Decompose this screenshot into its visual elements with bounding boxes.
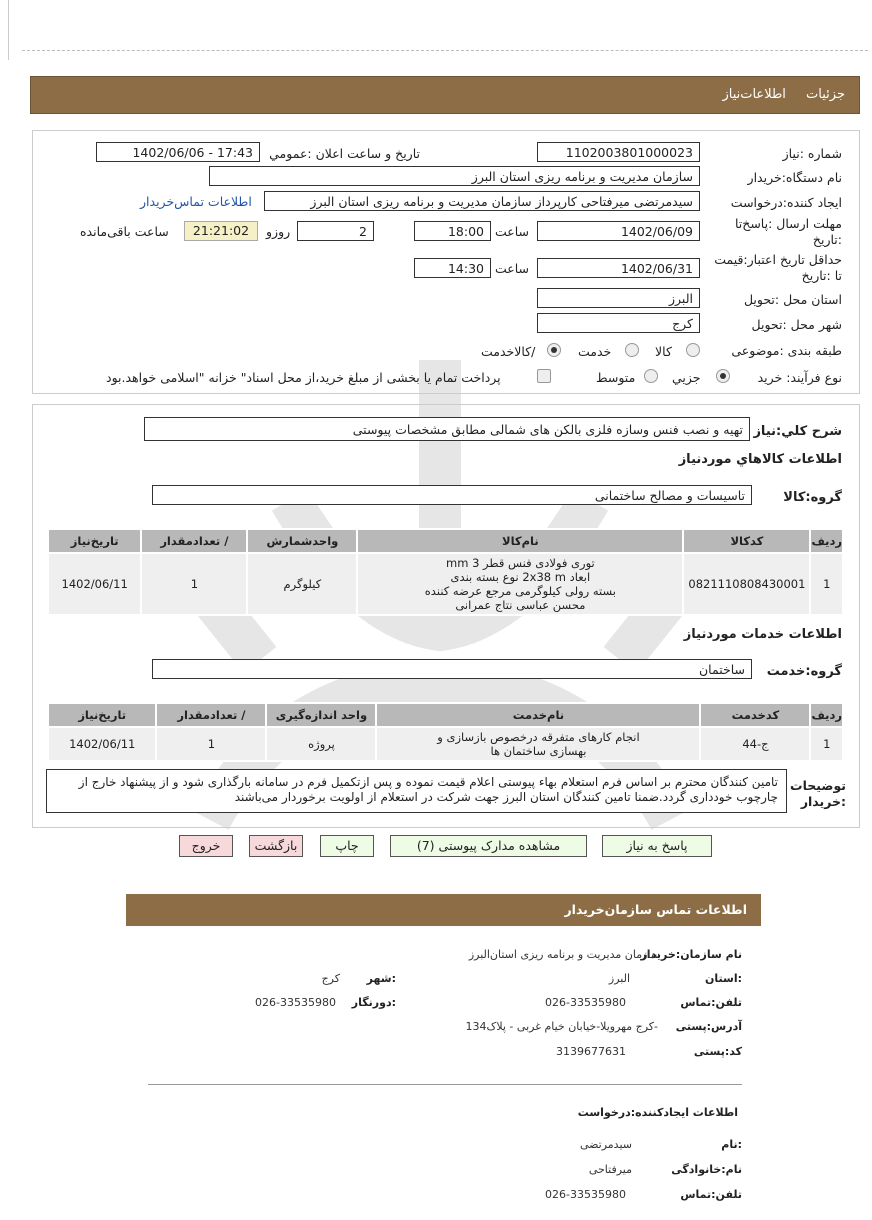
general-desc-label: شرح کلي:نیاز [753, 424, 842, 439]
page-header [30, 76, 860, 114]
top-divider [22, 50, 868, 51]
service-col-code: کدخدمت [700, 703, 810, 727]
goods-cell-qty: 1 [141, 553, 247, 615]
reply-button[interactable]: پاسخ به نیاز [602, 835, 712, 857]
days-label: روزو [266, 224, 291, 239]
name-value: سیدمرتضی [579, 1138, 632, 1151]
city-label: شهر محل :تحویل [751, 317, 842, 332]
name-label: :نام [721, 1138, 742, 1151]
attachments-button[interactable]: مشاهده مدارک پیوستی (7) [390, 835, 587, 857]
service-col-qty: / تعدادمقدار [156, 703, 266, 727]
services-info-title: اطلاعات خدمات موردنیاز [683, 627, 842, 642]
service-cell-unit: پروژه [266, 727, 376, 761]
category-radio-goods-service[interactable] [547, 343, 561, 357]
city-contact-value: کرج [321, 972, 340, 985]
province-contact-label: :استان [705, 972, 742, 985]
phone-label: تلفن:تماس [680, 996, 742, 1009]
category-option-goods: کالا [655, 344, 672, 359]
goods-group-field: تاسیسات و مصالح ساختمانی [152, 485, 752, 505]
service-col-row: ردیف [810, 703, 843, 727]
need-number-label: شماره :نیاز [782, 146, 842, 161]
process-label: نوع فرآیند: خرید [757, 370, 842, 385]
goods-table [47, 528, 844, 616]
city-field: کرج [537, 313, 700, 333]
process-radio-medium[interactable] [644, 369, 658, 383]
creator-phone-label: تلفن:تماس [680, 1188, 742, 1201]
address-value: -کرج مهرویلا-خیابان خیام غربی - پلاک134 [465, 1020, 658, 1033]
category-radio-service[interactable] [625, 343, 639, 357]
tab-details[interactable]: جزئیات [806, 87, 845, 102]
creator-phone-value: 026-33535980 [545, 1188, 626, 1201]
service-name-line: انجام کارهای متفرقه درخصوص بازسازی و [437, 730, 640, 744]
goods-cell-code: 0821110808430001 [683, 553, 810, 615]
buyer-org-field: سازمان مدیریت و برنامه ریزی استان البرز [209, 166, 700, 186]
goods-col-date: تاریخ‌نیاز [48, 529, 141, 553]
creator-label: ایجاد کننده:درخواست [730, 195, 842, 210]
service-col-unit: واحد اندازه‌گیری [266, 703, 376, 727]
contact-header: اطلاعات تماس سازمان‌خریدار [126, 894, 761, 926]
left-border [8, 0, 9, 60]
goods-name-line: بسته رولی کیلوگرمی مرجع عرضه کننده [424, 584, 616, 598]
goods-cell-date: 1402/06/11 [48, 553, 141, 615]
fax-label: :دورنگار [351, 996, 396, 1009]
general-desc-field: تهیه و نصب فنس وسازه فلزی بالکن های شمالی مطابق مشخصات پیوستی [144, 417, 750, 441]
treasury-note: پرداخت تمام یا بخشی از مبلغ خرید،از محل اسناد" خزانه "اسلامی خواهد.بود [106, 370, 501, 385]
goods-col-unit: واحدشمارش [247, 529, 357, 553]
category-radio-goods[interactable] [686, 343, 700, 357]
validity-date-field: 1402/06/31 [537, 258, 700, 278]
goods-cell-row: 1 [810, 553, 843, 615]
contact-divider [148, 1084, 742, 1085]
category-option-service: خدمت [578, 344, 612, 359]
service-cell-qty: 1 [156, 727, 266, 761]
service-cell-date: 1402/06/11 [48, 727, 156, 761]
need-number-field: 1102003801000023 [537, 142, 700, 162]
service-cell-name [376, 727, 700, 761]
goods-cell-name [357, 553, 683, 615]
org-value: سازمان مدیریت و برنامه ریزی استان‌البرز [468, 948, 660, 961]
goods-info-title: اطلاعات کالاهاي موردنیاز [678, 452, 842, 467]
buyer-contact-link[interactable]: اطلاعات تماس‌خریدار [140, 194, 252, 209]
service-col-date: تاریخ‌نیاز [48, 703, 156, 727]
province-field: البرز [537, 288, 700, 308]
phone-value: 026-33535980 [545, 996, 626, 1009]
service-cell-row: 1 [810, 727, 843, 761]
print-button[interactable]: چاپ [320, 835, 374, 857]
remaining-label: ساعت باقی‌مانده [80, 224, 169, 239]
fax-value: 026-33535980 [255, 996, 336, 1009]
goods-name-line: محسن عباسی نتاج عمرانی [455, 598, 586, 612]
deadline-label: مهلت ارسال :پاسخ‌تا :تاریخ [734, 216, 842, 247]
announce-datetime-label: تاریخ و ساعت اعلان :عمومي [269, 146, 420, 161]
category-option-goods-service: /کالاخدمت [481, 344, 536, 359]
table-row [48, 727, 843, 761]
tab-need-info[interactable]: اطلاعات‌نیاز [722, 87, 786, 102]
province-label: استان محل :تحویل [743, 292, 842, 307]
deadline-date-field: 1402/06/09 [537, 221, 700, 241]
creator-info-title: اطلاعات ایجادکننده:درخواست [577, 1106, 738, 1119]
validity-time-label: ساعت [495, 261, 530, 276]
days-field: 2 [297, 221, 374, 241]
table-row [48, 553, 843, 615]
service-cell-code: ج-44 [700, 727, 810, 761]
goods-col-row: ردیف [810, 529, 843, 553]
service-name-line: بهسازی ساختمان ها [490, 744, 587, 758]
goods-col-name: نام‌کالا [357, 529, 683, 553]
city-contact-label: :شهر [366, 972, 396, 985]
org-label: نام سازمان:خریدار [640, 948, 742, 961]
process-option-medium: متوسط [596, 370, 636, 385]
details-panel [32, 404, 860, 828]
buyer-org-label: نام دستگاه:خریدار [747, 170, 842, 185]
validity-label: حداقل تاریخ اعتبار:قیمت تا :تاریخ [714, 252, 842, 283]
process-radio-minor[interactable] [716, 369, 730, 383]
postal-label: کد:پستی [693, 1045, 742, 1058]
address-label: آدرس:پستی [675, 1020, 742, 1033]
treasury-checkbox[interactable] [537, 369, 551, 383]
back-button[interactable]: بازگشت [249, 835, 303, 857]
service-col-name: نام‌خدمت [376, 703, 700, 727]
announce-datetime-field: 1402/06/06 - 17:43 [96, 142, 260, 162]
deadline-time-label: ساعت [495, 224, 530, 239]
service-group-field: ساختمان [152, 659, 752, 679]
category-label: طبقه بندی :موضوعی [731, 343, 842, 358]
goods-group-label: گروه:کالا [783, 490, 842, 505]
service-table [47, 702, 844, 762]
validity-time-field: 14:30 [414, 258, 491, 278]
goods-name-line: ابعاد 2x38 m نوع بسته بندی [450, 570, 591, 584]
goods-cell-unit: کیلوگرم [247, 553, 357, 615]
province-contact-value: البرز [608, 972, 630, 985]
creator-field: سیدمرتضی میرفتاحی کارپرداز سازمان مدیریت و برنامه ریزی استان البرز [264, 191, 700, 211]
buyer-notes-field: تامین کنندگان محترم بر اساس فرم استعلام بهاء پیوستی اعلام قیمت نموده و پس ازتکمیل فرم در سامانه بارگذاری شود و از پیشنهاد خارج از چارچوب خودداری گردد.ضمنا تامین کنندگان استان البرز جهت شرکت در استعلام از اولویت برخوردار می‌باشند [46, 769, 787, 813]
service-group-label: گروه:خدمت [766, 664, 842, 679]
goods-col-qty: / تعدادمقدار [141, 529, 247, 553]
deadline-time-field: 18:00 [414, 221, 491, 241]
goods-col-code: کدکالا [683, 529, 810, 553]
buyer-notes-label: توضیحات :خریدار [790, 778, 846, 809]
postal-value: 3139677631 [556, 1045, 626, 1058]
remaining-timer: 21:21:02 [184, 221, 258, 241]
goods-name-line: توری فولادی فنس قطر 3 mm [446, 556, 595, 570]
family-value: میرفتاحی [588, 1163, 632, 1176]
exit-button[interactable]: خروج [179, 835, 233, 857]
family-label: نام:خانوادگی [671, 1163, 742, 1176]
process-option-minor: جزیي [672, 370, 701, 385]
